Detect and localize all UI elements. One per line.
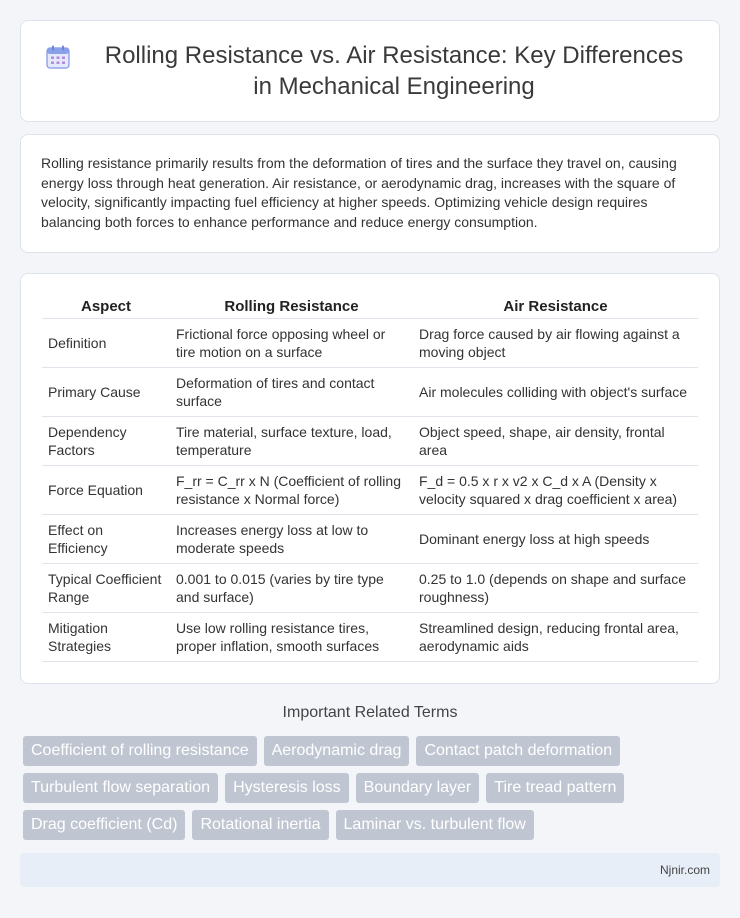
intro-paragraph: Rolling resistance primarily results from the deformation of tires and the surface they travel on, causing energy loss through heat generation. Air resistance, or aerodynamic drag, increases with the square of velocity, significantly impacting fuel efficiency at higher speeds. Optimizing vehicle design requires balancing both forces to enhance performance and reduce energy consumption. [41,155,677,230]
row-aspect: Mitigation Strategies [42,613,170,662]
header-card [20,20,720,122]
row-aspect: Force Equation [42,466,170,515]
row-rolling-value: F_rr = C_rr x N (Coefficient of rolling resistance x Normal force) [170,466,413,515]
row-air-value: 0.25 to 1.0 (depends on shape and surface roughness) [413,564,698,613]
intro-card [20,134,720,253]
related-term-tag[interactable]: Contact patch deformation [416,736,620,766]
table-row [42,368,698,417]
related-term-tag[interactable]: Turbulent flow separation [23,773,218,803]
row-air-value: Object speed, shape, air density, frontal area [413,417,698,466]
header-air-resistance: Air Resistance [413,294,698,319]
table-row [42,466,698,515]
footer-site-link[interactable]: Njnir.com [659,863,710,877]
row-aspect: Effect on Efficiency [42,515,170,564]
comparison-table-card [20,273,720,684]
row-rolling-value: Deformation of tires and contact surface [170,368,413,417]
related-term-tag[interactable]: Laminar vs. turbulent flow [336,810,534,840]
page-title: Rolling Resistance vs. Air Resistance: Key Differences in Mechanical Engineering [104,42,684,100]
table-header-row [42,294,698,319]
related-term-tag[interactable]: Tire tread pattern [486,773,624,803]
row-rolling-value: Tire material, surface texture, load, temperature [170,417,413,466]
row-aspect: Typical Coefficient Range [42,564,170,613]
table-row [42,515,698,564]
comparison-table [42,294,698,662]
row-air-value: Air molecules colliding with object's surface [413,368,698,417]
related-term-tag[interactable]: Rotational inertia [192,810,328,840]
table-row [42,319,698,368]
row-air-value: F_d = 0.5 x r x v2 x C_d x A (Density x velocity squared x drag coefficient x area) [413,466,698,515]
row-aspect: Definition [42,319,170,368]
related-term-tag[interactable]: Boundary layer [356,773,480,803]
table-row [42,564,698,613]
table-row [42,613,698,662]
row-aspect: Dependency Factors [42,417,170,466]
row-rolling-value: Use low rolling resistance tires, proper inflation, smooth surfaces [170,613,413,662]
row-rolling-value: Frictional force opposing wheel or tire motion on a surface [170,319,413,368]
row-air-value: Streamlined design, reducing frontal area, aerodynamic aids [413,613,698,662]
row-air-value: Drag force caused by air flowing against a moving object [413,319,698,368]
related-term-tag[interactable]: Drag coefficient (Cd) [23,810,185,840]
related-term-tag[interactable]: Coefficient of rolling resistance [23,736,257,766]
related-terms-title: Important Related Terms [282,704,458,721]
header-rolling-resistance: Rolling Resistance [170,294,413,319]
footer [20,853,720,887]
related-terms-list [23,736,723,847]
row-aspect: Primary Cause [42,368,170,417]
calendar-icon [45,44,71,70]
header-aspect: Aspect [42,294,170,319]
related-term-tag[interactable]: Aerodynamic drag [264,736,410,766]
row-rolling-value: 0.001 to 0.015 (varies by tire type and surface) [170,564,413,613]
table-row [42,417,698,466]
related-term-tag[interactable]: Hysteresis loss [225,773,349,803]
row-rolling-value: Increases energy loss at low to moderate speeds [170,515,413,564]
row-air-value: Dominant energy loss at high speeds [413,515,698,564]
